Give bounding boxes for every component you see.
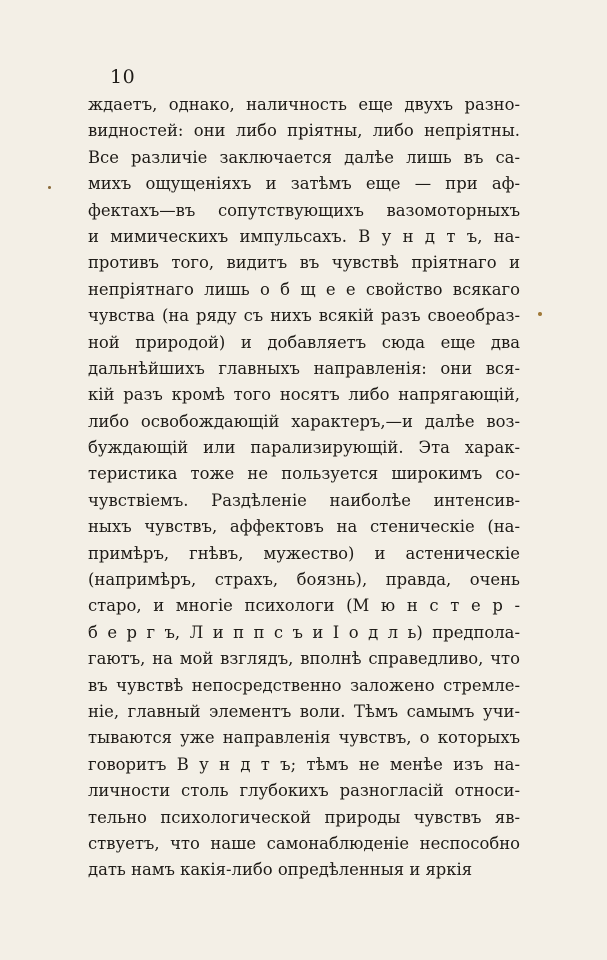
text-line: чувства (на ряду съ нихъ всякій разъ своеобраз- bbox=[88, 306, 520, 326]
text-line: личности столь глубокихъ разногласій относи- bbox=[88, 781, 520, 801]
text-line: дальнѣйшихъ главныхъ направленія: они вся- bbox=[88, 358, 520, 378]
paper-speck bbox=[48, 186, 51, 189]
text-line: гаютъ, на мой взглядъ, вполнѣ справедливо, что bbox=[88, 649, 520, 669]
text-line: теристика тоже не пользуется широкимъ со- bbox=[88, 464, 520, 484]
text-line: ствуетъ, что наше самонаблюденіе неспособно bbox=[88, 833, 520, 853]
text-line: противъ того, видитъ въ чувствѣ пріятнаго и bbox=[88, 253, 520, 273]
text-line: тельно психологической природы чувствъ яв- bbox=[88, 807, 520, 827]
text-line: михъ ощущеніяхъ и затѣмъ еще — при аф- bbox=[88, 174, 520, 194]
text-line: чувствіемъ. Раздѣленіе наиболѣе интенсив- bbox=[88, 490, 520, 510]
text-line: ной природой) и добавляетъ сюда еще два bbox=[88, 332, 520, 352]
text-line: фектахъ—въ сопутствующихъ вазомоторныхъ bbox=[88, 200, 520, 220]
text-line: б е р г ъ, Л и п п с ъ и І о д л ь) предпола- bbox=[88, 622, 520, 642]
text-line: ніе, главный элементъ воли. Тѣмъ самымъ учи- bbox=[88, 701, 520, 721]
text-line: говоритъ В у н д т ъ; тѣмъ не менѣе изъ на- bbox=[88, 754, 520, 774]
text-line: ныхъ чувствъ, аффектовъ на стеническіе (на- bbox=[88, 517, 520, 537]
text-line: старо, и многіе психологи (М ю н с т е р - bbox=[88, 596, 520, 616]
text-line: и мимическихъ импульсахъ. В у н д т ъ, на- bbox=[88, 226, 520, 246]
text-line: тываются уже направленія чувствъ, о которыхъ bbox=[88, 728, 520, 748]
text-line: примѣръ, гнѣвъ, мужество) и астеническіе bbox=[88, 543, 520, 563]
text-line: Все различіе заключается далѣе лишь въ са- bbox=[88, 147, 520, 167]
text-line: буждающій или парализирующій. Эта харак- bbox=[88, 438, 520, 458]
text-line: видностей: они либо пріятны, либо непріятны. bbox=[88, 121, 520, 141]
paper-speck bbox=[538, 312, 542, 316]
text-line: либо освобождающій характеръ,—и далѣе воз- bbox=[88, 411, 520, 431]
text-line: непріятнаго лишь о б щ е е свойство всякаго bbox=[88, 279, 520, 299]
text-line: дать намъ какія-либо опредѣленныя и яркія bbox=[88, 860, 473, 880]
text-line: (напримѣръ, страхъ, боязнь), правда, очень bbox=[88, 570, 520, 590]
text-line: въ чувствѣ непосредственно заложено стремле- bbox=[88, 675, 520, 695]
page-number: 10 bbox=[110, 66, 136, 88]
body-text bbox=[88, 92, 520, 884]
text-line: кій разъ кромѣ того носятъ либо напрягающій, bbox=[88, 385, 520, 405]
text-line: ждаетъ, однако, наличность еще двухъ разно- bbox=[88, 95, 520, 114]
